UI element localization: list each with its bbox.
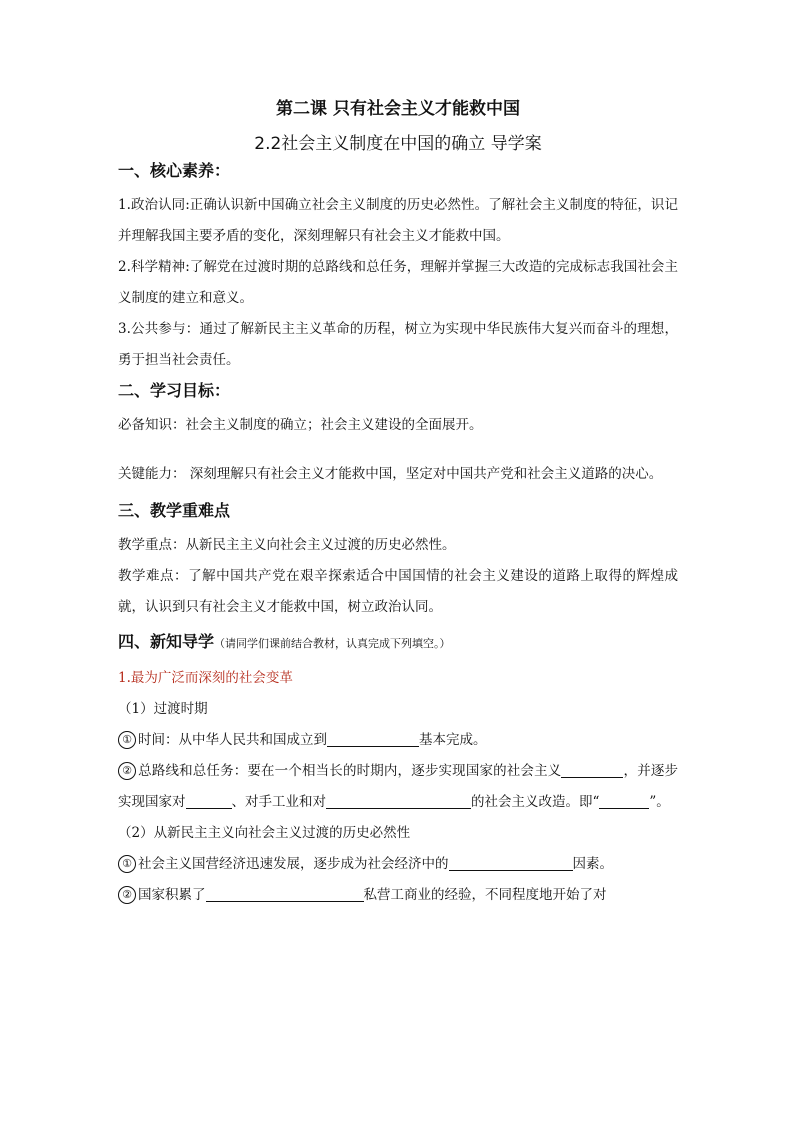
new-knowledge-note: （请同学们课前结合教材，认真完成下列填空。）	[214, 637, 451, 650]
fill-item-general-line-text-d: 的社会主义改造。即“	[471, 794, 600, 810]
teaching-difficulty: 教学难点：了解中国共产党在艰辛探索适合中国国情的社会主义建设的道路上取得的辉煌成就，认识到只有社会主义才能救中国，树立政治认同。	[118, 568, 678, 615]
core-literacy-item-2: 2.科学精神:了解党在过渡时期的总路线和总任务，理解并掌握三大改造的完成标志我国社会主义制度的建立和意义。	[118, 259, 678, 306]
circled-number-2: ②	[118, 762, 136, 780]
fill-blank[interactable]	[599, 792, 649, 809]
subsection-transition-period: （1）过渡时期	[118, 701, 208, 717]
subsection-historical-necessity: （2）从新民主主义向社会主义过渡的历史必然性	[118, 825, 411, 841]
fill-blank[interactable]	[206, 885, 364, 902]
lesson-subtitle: 2.2社会主义制度在中国的确立 导学案	[254, 134, 542, 154]
fill-item-time-text-b: 基本完成。	[419, 732, 487, 748]
fill-blank[interactable]	[186, 792, 232, 809]
lesson-title: 第二课 只有社会主义才能救中国	[276, 99, 520, 119]
core-literacy-item-3: 3.公共参与：通过了解新民主主义革命的历程，树立为实现中华民族伟大复兴而奋斗的理想，勇于担当社会责任。	[118, 321, 678, 368]
fill-item-private-business-text-a: 国家积累了	[138, 887, 206, 903]
fill-item-private-business	[118, 880, 678, 911]
circled-number-1: ①	[118, 855, 136, 873]
section-heading-new-knowledge	[118, 629, 678, 657]
circled-number-1: ①	[118, 731, 136, 749]
fill-item-state-economy-text-b: 因素。	[572, 856, 613, 872]
circled-number-2: ②	[118, 886, 136, 904]
fill-item-general-line-text-e: ”。	[649, 794, 670, 810]
fill-item-private-business-text-b: 私营工商业的经验，不同程度地开始了对	[363, 887, 607, 903]
teaching-key-point: 教学重点：从新民主主义向社会主义过渡的历史必然性。	[118, 537, 456, 553]
fill-blank[interactable]	[327, 730, 419, 747]
section-heading-learning-goals: 二、学习目标：	[118, 381, 231, 400]
fill-item-general-line-text-c: 、对手工业和对	[231, 794, 326, 810]
section-heading-key-difficult: 三、教学重难点	[118, 501, 231, 520]
fill-item-general-line-text-a: 总路线和总任务：要在一个相当长的时期内，逐步实现国家的社会主义	[138, 763, 562, 779]
subsection-social-transformation: 1.最为广泛而深刻的社会变革	[118, 670, 293, 686]
fill-blank[interactable]	[326, 792, 471, 809]
fill-item-time-text-a: 时间：从中华人民共和国成立到	[138, 732, 327, 748]
fill-item-state-economy	[118, 849, 678, 880]
fill-item-state-economy-text-a: 社会主义国营经济迅速发展，逐步成为社会经济中的	[138, 856, 449, 872]
fill-item-general-line-text-b: ，并逐步实现国家对	[118, 763, 679, 810]
new-knowledge-heading-text: 四、新知导学	[118, 632, 215, 651]
fill-blank[interactable]	[561, 761, 623, 778]
document-page	[118, 98, 678, 911]
required-knowledge: 必备知识：社会主义制度的确立；社会主义建设的全面展开。	[118, 417, 483, 433]
core-literacy-item-1: 1.政治认同:正确认识新中国确立社会主义制度的历史必然性。了解社会主义制度的特征，识记并理解我国主要矛盾的变化，深刻理解只有社会主义才能救中国。	[118, 197, 678, 244]
fill-item-time	[118, 725, 678, 756]
fill-item-general-line	[118, 756, 678, 818]
fill-blank[interactable]	[449, 854, 573, 871]
key-ability: 关键能力： 深刻理解只有社会主义才能救中国，坚定对中国共产党和社会主义道路的决心。	[118, 466, 663, 482]
section-heading-core-literacy: 一、核心素养：	[118, 161, 231, 180]
